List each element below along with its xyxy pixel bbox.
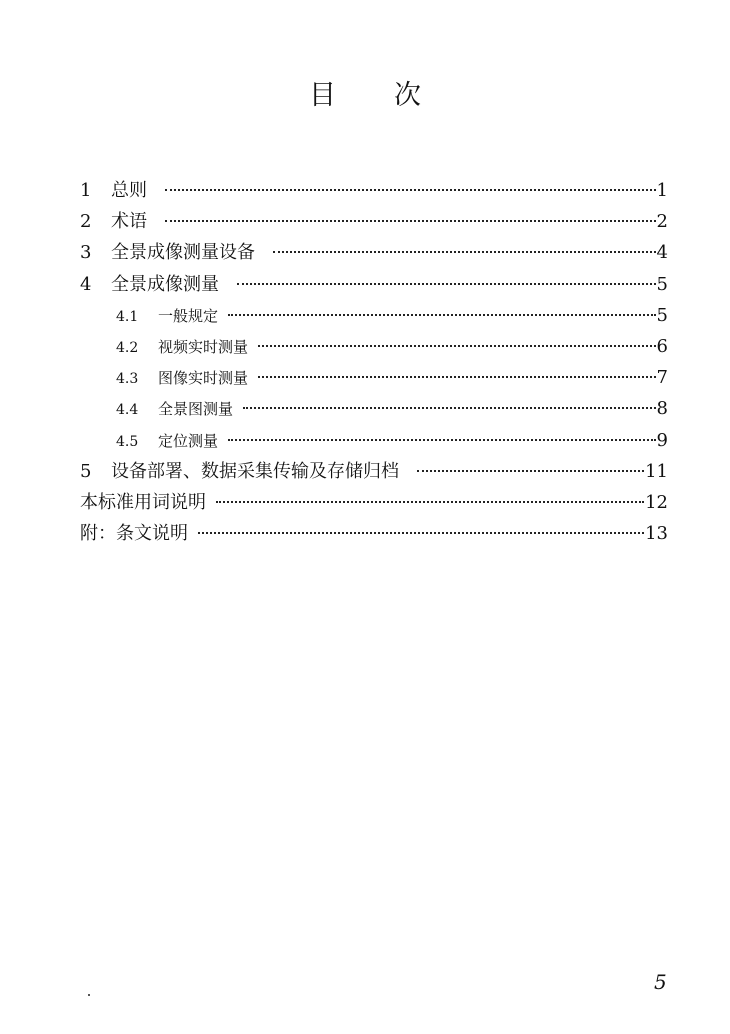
dot-leader bbox=[165, 220, 656, 222]
dot-leader bbox=[258, 345, 656, 347]
toc-number: 1 bbox=[80, 180, 92, 201]
toc-page-number: 1 bbox=[656, 180, 668, 201]
title-char-2: 次 bbox=[394, 80, 421, 111]
page-number: 5 bbox=[654, 970, 667, 994]
toc-number: 3 bbox=[80, 242, 92, 264]
scan-speck bbox=[88, 994, 90, 996]
toc-entry-4-3[interactable] bbox=[80, 362, 668, 393]
toc-number: 4 bbox=[80, 273, 92, 295]
toc-entry-2[interactable] bbox=[80, 206, 668, 237]
toc-label: 本标准用词说明 bbox=[80, 491, 206, 513]
toc-page-number: 7 bbox=[656, 367, 668, 389]
toc-label: 一般规定 bbox=[158, 306, 219, 325]
toc-number: 5 bbox=[80, 460, 92, 482]
dot-leader bbox=[228, 314, 656, 316]
dot-leader bbox=[198, 532, 644, 534]
toc-number: 4.1 bbox=[116, 308, 139, 325]
toc-entry-3[interactable] bbox=[80, 237, 668, 268]
dot-leader bbox=[258, 376, 656, 378]
toc-label: 图像实时测量 bbox=[158, 369, 249, 388]
toc-entry-4[interactable] bbox=[80, 269, 668, 300]
toc-label: 术语 bbox=[111, 211, 147, 233]
toc-page-number: 2 bbox=[656, 211, 668, 233]
toc-number: 4.5 bbox=[116, 433, 139, 450]
toc-page-number: 11 bbox=[645, 460, 668, 482]
toc-label: 设备部署、数据采集传输及存储归档 bbox=[111, 460, 399, 482]
toc-page-number: 13 bbox=[645, 523, 668, 545]
toc-entry-4-2[interactable] bbox=[80, 331, 668, 362]
toc-page-number: 9 bbox=[656, 429, 668, 451]
toc-number: 4.4 bbox=[116, 402, 139, 419]
toc-page-number: 5 bbox=[656, 304, 668, 326]
toc-page-number: 6 bbox=[656, 335, 668, 357]
dot-leader bbox=[165, 189, 656, 191]
dot-leader bbox=[417, 470, 644, 472]
toc-page-number: 4 bbox=[656, 242, 668, 264]
dot-leader bbox=[228, 439, 656, 441]
toc-label: 定位测量 bbox=[158, 431, 219, 450]
title-char-1: 目 bbox=[309, 80, 336, 111]
toc-entry-1[interactable] bbox=[80, 175, 668, 206]
dot-leader bbox=[237, 283, 656, 285]
toc-label: 视频实时测量 bbox=[158, 337, 249, 356]
toc-number: 4.3 bbox=[116, 371, 139, 388]
toc-label: 总则 bbox=[111, 180, 147, 201]
toc-page-number: 12 bbox=[645, 491, 668, 513]
dot-leader bbox=[273, 251, 656, 253]
toc-entry-5[interactable] bbox=[80, 456, 668, 487]
toc-label: 全景成像测量设备 bbox=[111, 242, 255, 264]
toc-label: 全景成像测量 bbox=[111, 273, 219, 295]
table-of-contents bbox=[80, 175, 668, 549]
toc-label: 全景图测量 bbox=[158, 400, 234, 419]
page-title bbox=[0, 78, 730, 114]
toc-entry-4-4[interactable] bbox=[80, 393, 668, 424]
toc-label: 附：条文说明 bbox=[80, 523, 188, 545]
dot-leader bbox=[243, 407, 656, 409]
toc-page-number: 8 bbox=[656, 398, 668, 420]
toc-number: 4.2 bbox=[116, 339, 139, 356]
toc-entry-wording[interactable] bbox=[80, 487, 668, 518]
toc-entry-4-5[interactable] bbox=[80, 425, 668, 456]
toc-entry-4-1[interactable] bbox=[80, 300, 668, 331]
toc-number: 2 bbox=[80, 211, 92, 233]
toc-entry-appendix[interactable] bbox=[80, 518, 668, 549]
toc-page-number: 5 bbox=[656, 273, 668, 295]
dot-leader bbox=[216, 501, 644, 503]
